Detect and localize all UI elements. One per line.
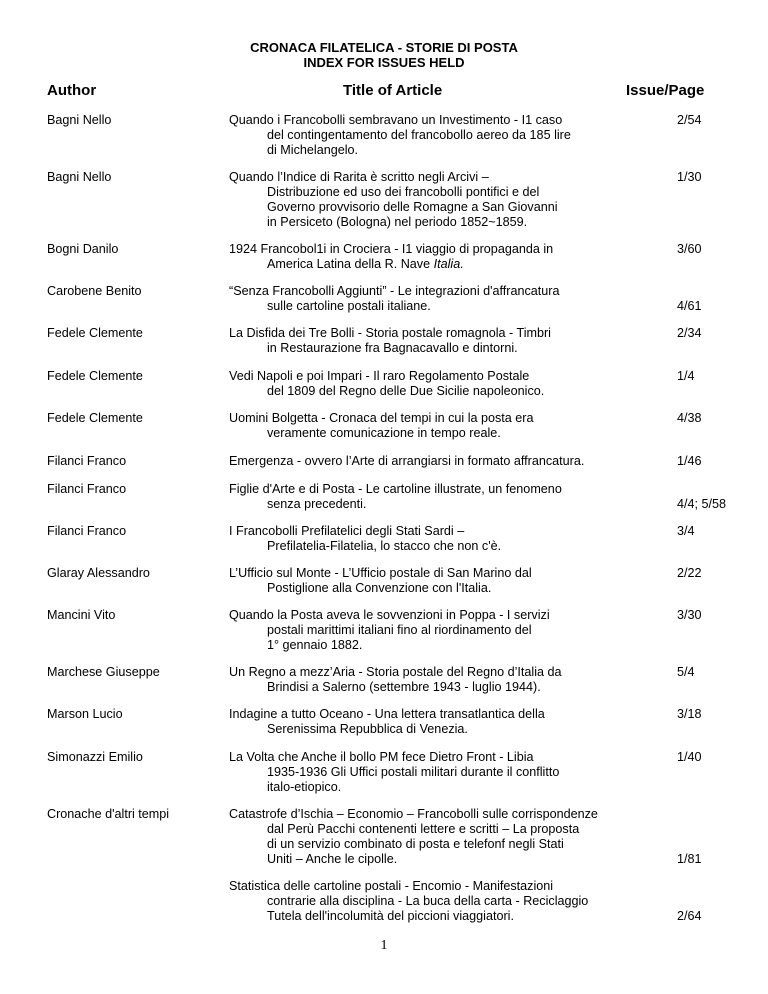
- title-line: [229, 707, 659, 722]
- title-line: [229, 780, 659, 795]
- title-text: dal Perù Pacchi contenenti lettere e scritti – La proposta: [267, 822, 580, 836]
- issue-page-cell: 1/4: [677, 369, 695, 383]
- ship-name: Italia.: [433, 257, 464, 271]
- title-line: [229, 369, 659, 384]
- author-cell: Cronache d'altri tempi: [47, 807, 170, 821]
- title-text: 1935-1936 Gli Uffici postali militari durante il conflitto: [267, 765, 560, 779]
- author-cell: Glaray Alessandro: [47, 566, 150, 580]
- author-cell: Carobene Benito: [47, 284, 142, 298]
- title-line: [229, 185, 659, 200]
- title-text: di Michelangelo.: [267, 143, 359, 157]
- title-line: [229, 638, 659, 653]
- title-line: [229, 242, 659, 257]
- author-cell: Marchese Giuseppe: [47, 665, 160, 679]
- title-text: I Francobolli Prefilatelici degli Stati Sardi –: [229, 524, 465, 538]
- author-cell: Simonazzi Emilio: [47, 750, 143, 764]
- title-cell: [229, 411, 659, 441]
- title-cell: [229, 807, 659, 867]
- title-text: 1° gennaio 1882.: [267, 638, 363, 652]
- title-text: postali marittimi italiani fino al riordinamento del: [267, 623, 532, 637]
- title-text: Quando i Francobolli sembravano un Investimento - I1 caso: [229, 113, 563, 127]
- title-text: sulle cartoline postali italiane.: [267, 299, 431, 313]
- title-line: [229, 722, 659, 737]
- title-text: Prefilatelia-Filatelia, lo stacco che non c'è.: [267, 539, 502, 553]
- issue-page-cell: 4/4; 5/58: [677, 497, 727, 511]
- title-line: [229, 822, 659, 837]
- title-line: [229, 284, 659, 299]
- title-line: [229, 837, 659, 852]
- title-line: [229, 341, 659, 356]
- issue-page-cell: 2/34: [677, 326, 702, 340]
- title-text: Uniti – Anche le cipolle.: [267, 852, 398, 866]
- title-line: [229, 384, 659, 399]
- issue-page-cell: 2/54: [677, 113, 702, 127]
- title-line: [229, 113, 659, 128]
- title-text: in Restaurazione fra Bagnacavallo e dintorni.: [267, 341, 518, 355]
- author-cell: Bagni Nello: [47, 113, 112, 127]
- title-line: [229, 566, 659, 581]
- title-line: [229, 326, 659, 341]
- title-line: [229, 482, 659, 497]
- issue-page-cell: 4/61: [677, 299, 702, 313]
- title-text: Brindisi a Salerno (settembre 1943 - luglio 1944).: [267, 680, 541, 694]
- title-text: America Latina della R. Nave: [267, 257, 431, 271]
- title-line: [229, 852, 659, 867]
- issue-page-cell: 1/40: [677, 750, 702, 764]
- title-line: [229, 581, 659, 596]
- title-line: [229, 128, 659, 143]
- issue-page-cell: 3/30: [677, 608, 702, 622]
- title-line: [229, 807, 659, 822]
- title-cell: [229, 284, 659, 314]
- author-cell: Mancini Vito: [47, 608, 116, 622]
- title-text: Quando l’Indice di Rarita è scritto negli Arcivi –: [229, 170, 489, 184]
- title-text: Catastrofe d’Ischia – Economio – Francobolli sulle corrispondenze: [229, 807, 598, 821]
- column-header-author: Author: [47, 82, 97, 99]
- title-text: Emergenza - ovvero l’Arte di arrangiarsi in formato affrancatura.: [229, 454, 585, 468]
- title-text: del contingentamento del francobollo aereo da 185 lire: [267, 128, 571, 142]
- issue-page-cell: 3/60: [677, 242, 702, 256]
- column-header-issue: Issue/Page: [626, 82, 705, 99]
- title-cell: [229, 170, 659, 230]
- title-text: Quando la Posta aveva le sovvenzioni in Poppa - I servizi: [229, 608, 550, 622]
- issue-page-cell: 3/18: [677, 707, 702, 721]
- issue-page-cell: 5/4: [677, 665, 695, 679]
- issue-page-cell: 4/38: [677, 411, 702, 425]
- title-cell: [229, 566, 659, 596]
- title-line: [229, 608, 659, 623]
- title-line: [229, 143, 659, 158]
- author-cell: Fedele Clemente: [47, 411, 143, 425]
- title-cell: [229, 707, 659, 737]
- document-title: CRONACA FILATELICA - STORIE DI POSTA: [250, 40, 518, 55]
- title-line: [229, 623, 659, 638]
- title-text: La Volta che Anche il bollo PM fece Dietro Front - Libia: [229, 750, 534, 764]
- author-cell: Bagni Nello: [47, 170, 112, 184]
- title-text: Tutela dell'incolumità del piccioni viaggiatori.: [267, 909, 514, 923]
- title-text: veramente comunicazione in tempo reale.: [267, 426, 501, 440]
- title-line: [229, 170, 659, 185]
- title-line: [229, 215, 659, 230]
- title-text: 1924 Francobol1i in Crociera - I1 viaggio di propaganda in: [229, 242, 554, 256]
- title-text: Uomini Bolgetta - Cronaca del tempi in cui la posta era: [229, 411, 534, 425]
- title-cell: [229, 369, 659, 399]
- title-cell: [229, 242, 659, 272]
- title-line: [229, 879, 659, 894]
- title-text: del 1809 del Regno delle Due Sicilie napoleonico.: [267, 384, 545, 398]
- title-text: Postiglione alla Convenzione con l'Italia.: [267, 581, 492, 595]
- title-cell: [229, 608, 659, 653]
- title-line: [229, 497, 659, 512]
- title-cell: [229, 326, 659, 356]
- title-cell: [229, 482, 659, 512]
- author-cell: Marson Lucio: [47, 707, 123, 721]
- title-text: in Persiceto (Bologna) nel periodo 1852~1859.: [267, 215, 528, 229]
- title-text: Indagine a tutto Oceano - Una lettera transatlantica della: [229, 707, 545, 721]
- title-line: [229, 299, 659, 314]
- title-line: [229, 539, 659, 554]
- title-text: Vedi Napoli e poi Impari - Il raro Regolamento Postale: [229, 369, 530, 383]
- title-line: [229, 200, 659, 215]
- title-cell: [229, 750, 659, 795]
- title-text: contrarie alla disciplina - La buca della carta - Reciclaggio: [267, 894, 589, 908]
- issue-page-cell: 1/30: [677, 170, 702, 184]
- title-line: [229, 765, 659, 780]
- title-line: [229, 680, 659, 695]
- title-text: senza precedenti.: [267, 497, 367, 511]
- title-cell: [229, 524, 659, 554]
- title-text: Un Regno a mezz’Aria - Storia postale del Regno d’Italia da: [229, 665, 562, 679]
- title-text: Figlie d'Arte e di Posta - Le cartoline illustrate, un fenomeno: [229, 482, 562, 496]
- title-cell: [229, 454, 659, 469]
- title-line: [229, 454, 659, 469]
- title-text: Statistica delle cartoline postali - Encomio - Manifestazioni: [229, 879, 554, 893]
- title-text: Governo provvisorio delle Romagne a San Giovanni: [267, 200, 558, 214]
- title-line: [229, 750, 659, 765]
- title-cell: [229, 113, 659, 158]
- title-line: [229, 257, 659, 272]
- issue-page-cell: 3/4: [677, 524, 695, 538]
- title-line: [229, 524, 659, 539]
- title-cell: [229, 879, 659, 924]
- title-text: L’Ufficio sul Monte - L’Ufficio postale di San Marino dal: [229, 566, 532, 580]
- author-cell: Bogni Danilo: [47, 242, 119, 256]
- title-line: [229, 411, 659, 426]
- document-subtitle: INDEX FOR ISSUES HELD: [303, 55, 465, 70]
- author-cell: Fedele Clemente: [47, 369, 143, 383]
- issue-page-cell: 1/46: [677, 454, 702, 468]
- title-line: [229, 894, 659, 909]
- issue-page-cell: 2/22: [677, 566, 702, 580]
- author-cell: Filanci Franco: [47, 524, 127, 538]
- title-line: [229, 426, 659, 441]
- title-text: “Senza Francobolli Aggiunti” - Le integrazioni d'affrancatura: [229, 284, 560, 298]
- title-cell: [229, 665, 659, 695]
- author-cell: Filanci Franco: [47, 482, 127, 496]
- title-text: Distribuzione ed uso dei francobolli pontifici e del: [267, 185, 540, 199]
- page-number: 1: [380, 938, 388, 953]
- title-text: La Disfida dei Tre Bolli - Storia postale romagnola - Timbri: [229, 326, 551, 340]
- issue-page-cell: 2/64: [677, 909, 702, 923]
- author-cell: Filanci Franco: [47, 454, 127, 468]
- title-text: di un servizio combinato di posta e telefonf negli Stati: [267, 837, 564, 851]
- title-text: italo-etiopico.: [267, 780, 342, 794]
- title-text: Serenissima Repubblica di Venezia.: [267, 722, 468, 736]
- column-header-title: Title of Article: [343, 82, 443, 99]
- issue-page-cell: 1/81: [677, 852, 702, 866]
- title-line: [229, 909, 659, 924]
- author-cell: Fedele Clemente: [47, 326, 143, 340]
- title-line: [229, 665, 659, 680]
